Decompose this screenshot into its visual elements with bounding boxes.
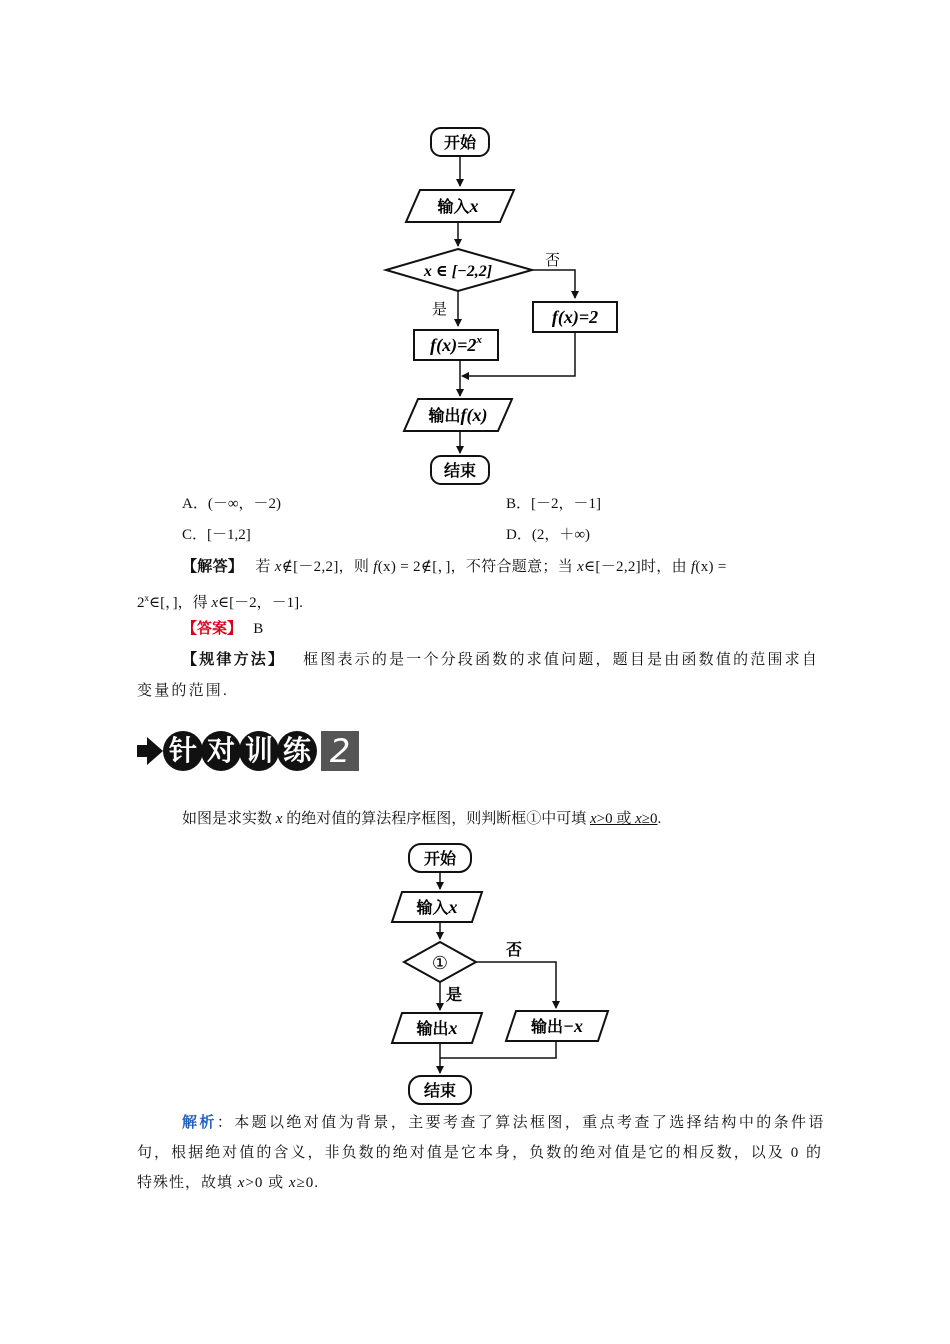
output-label: 输出 — [428, 406, 461, 425]
output-no-var: −x — [563, 1016, 583, 1036]
solution-tag: 【解答】 — [182, 559, 244, 575]
analysis-line-3: 特殊性，故填 x>0 或 x≥0. — [137, 1175, 320, 1191]
analysis-line-1: 解析：本题以绝对值为背景，主要考查了算法框图，重点考查了选择结构中的条件语 — [182, 1115, 826, 1131]
section-char: 训 — [239, 731, 279, 771]
end-label: 结束 — [423, 1081, 457, 1100]
flowchart-1 — [370, 120, 650, 490]
answer-value: B — [253, 621, 264, 637]
method-line-1: 【规律方法】 框图表示的是一个分段函数的求值问题，题目是由函数值的范围求自 — [182, 652, 820, 668]
section-banner — [137, 731, 359, 773]
flowchart-2 — [380, 838, 630, 1108]
input-label: 输入 — [416, 898, 449, 917]
input-label: 输入 — [437, 197, 470, 216]
input-var: x — [448, 897, 458, 917]
analysis-line-2: 句，根据绝对值的含义，非负数的绝对值是它本身，负数的绝对值是它的相反数，以及 0 的 — [137, 1145, 824, 1161]
option-a: A．(－∞，－2) — [182, 496, 282, 512]
end-label: 结束 — [443, 461, 477, 480]
start-label: 开始 — [443, 133, 477, 152]
input-var: x — [469, 196, 479, 216]
svg-text:输出−x — [530, 1016, 583, 1036]
process-yes-text: f(x)=2 — [430, 335, 477, 355]
section-char: 练 — [277, 731, 317, 771]
svg-text:f(x)=2x — [430, 334, 482, 356]
start-label: 开始 — [423, 849, 457, 868]
analysis-tag: 解析 — [182, 1115, 217, 1131]
yes-label: 是 — [446, 985, 463, 1004]
problem-text: 如图是求实数 x 的绝对值的算法程序框图，则判断框①中可填 x>0 或 x≥0. — [182, 811, 662, 827]
section-char: 针 — [163, 731, 203, 771]
process-no-text: f(x)=2 — [551, 307, 599, 327]
svg-text:输入x — [436, 196, 478, 216]
arrow-right-icon — [137, 731, 163, 771]
option-b: B．[－2，－1] — [506, 496, 601, 512]
option-c: C．[－1,2] — [182, 527, 251, 543]
svg-text:输入x — [415, 897, 457, 917]
method-tag: 【规律方法】 — [182, 652, 286, 668]
decision-condition: ① — [431, 953, 449, 974]
option-d: D．(2，＋∞) — [506, 527, 591, 543]
output-no-label: 输出 — [531, 1017, 564, 1036]
output-var: f(x) — [460, 405, 488, 425]
svg-text:输出x — [415, 1018, 457, 1038]
decision-condition: x ∈ [−2,2] — [423, 263, 493, 280]
process-yes-sup: x — [476, 334, 482, 346]
output-yes-label: 输出 — [416, 1019, 449, 1038]
solution-line-1: 【解答】 若 x∉[－2,2]，则 f(x) = 2∉[，]，不符合题意；当 x∈[－2,2]时，由 f(x) = — [182, 559, 727, 575]
no-label: 否 — [506, 940, 523, 959]
svg-text:输出f(x) — [428, 405, 488, 426]
answer-tag: 【答案】 — [182, 621, 243, 637]
section-char: 对 — [201, 731, 241, 771]
problem-answer: x>0 或 x≥0 — [589, 811, 658, 827]
solution-line-2: 2$^x$∈[，]，得 x∈[－2，－1]. — [137, 593, 303, 611]
yes-label: 是 — [432, 300, 448, 318]
output-yes-var: x — [448, 1018, 458, 1038]
no-label: 否 — [545, 251, 561, 269]
answer-line — [182, 618, 263, 640]
section-number: 2 — [321, 731, 359, 771]
method-line-2: 变量的范围. — [137, 683, 229, 699]
